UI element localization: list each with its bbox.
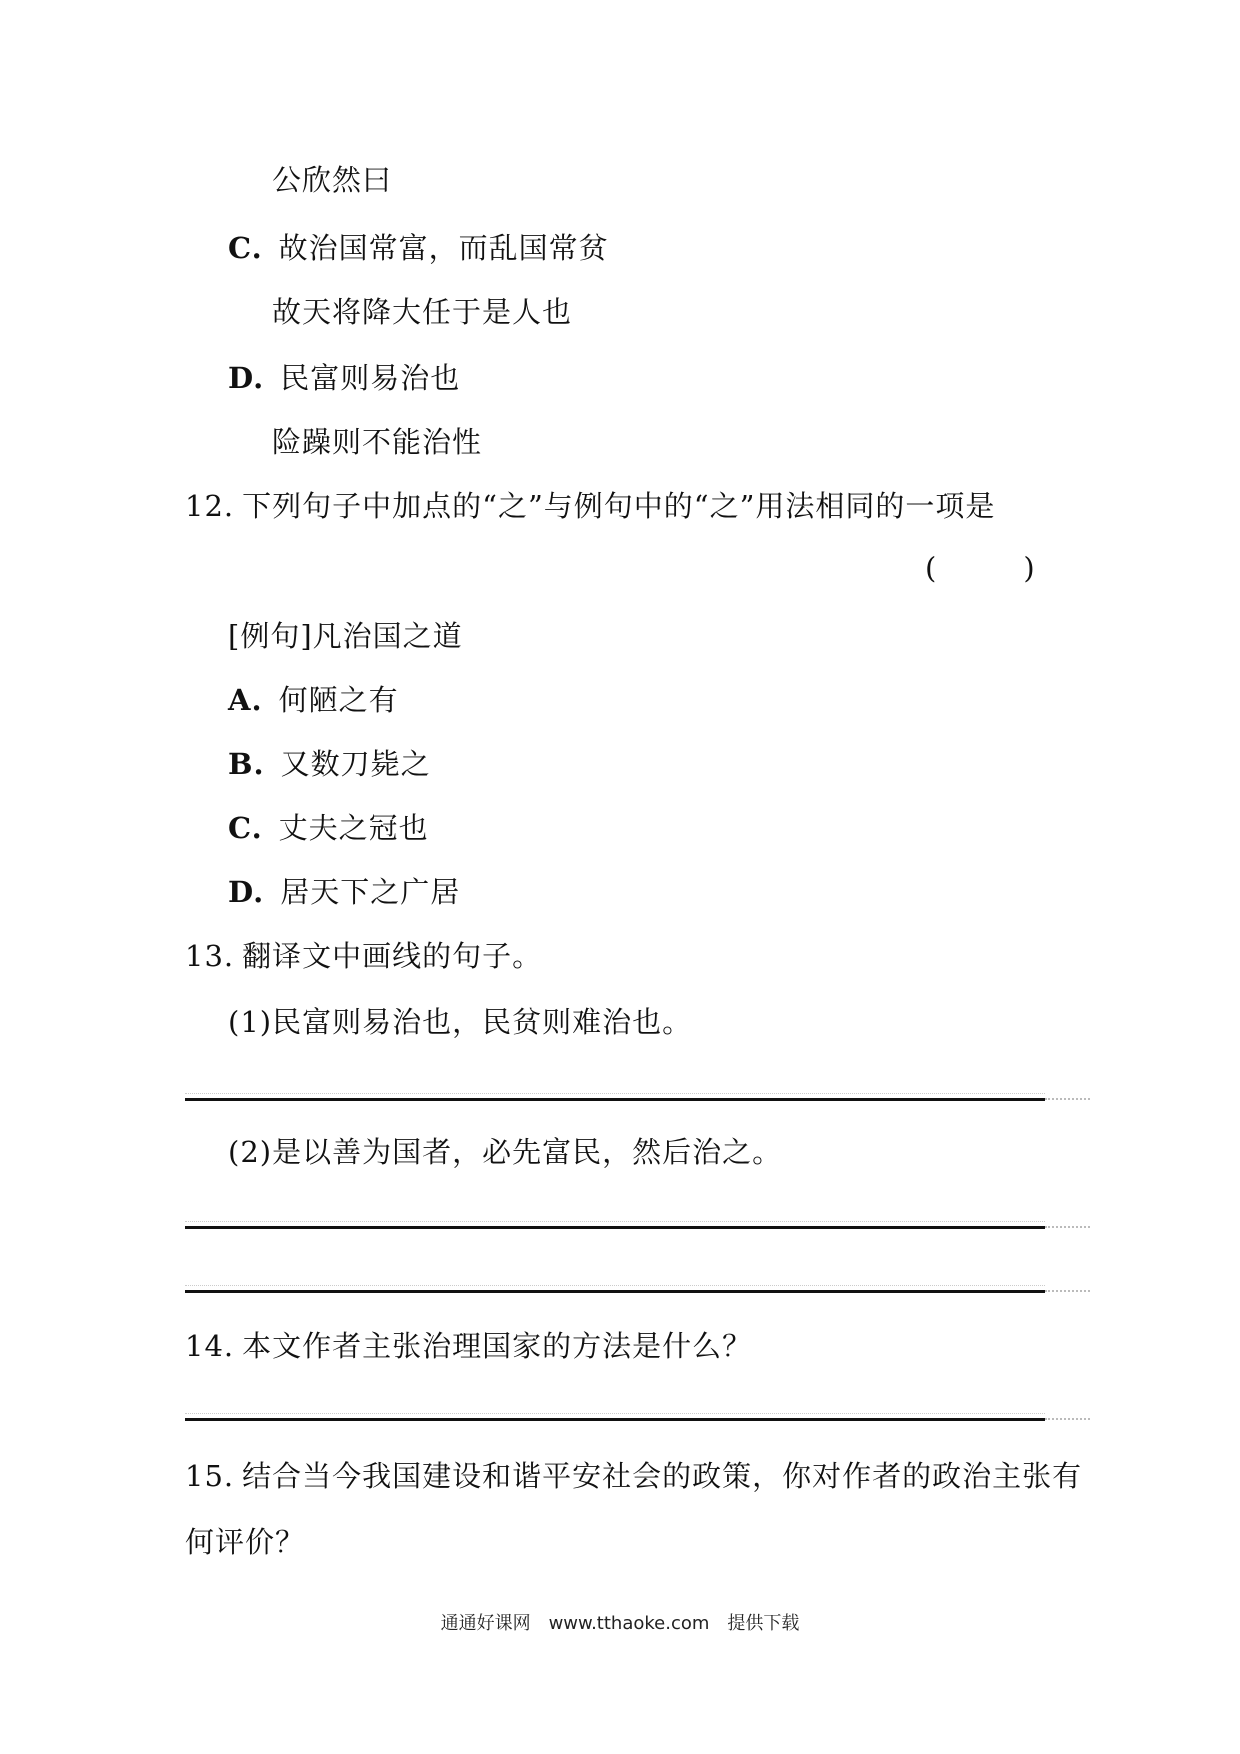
page-footer: 通通好课网 www.tthaoke.com 提供下载 bbox=[440, 1613, 800, 1634]
answer-bracket[interactable]: ( ) bbox=[925, 551, 1035, 585]
question-15-stem-line1: 结合当今我国建设和谐平安社会的政策，你对作者的政治主张有 bbox=[242, 1459, 1083, 1493]
question-15-number: 15. bbox=[185, 1459, 235, 1493]
q12-option-d-label: D. bbox=[228, 875, 265, 909]
question-13 bbox=[185, 936, 542, 976]
question-12-stem: 下列句子中加点的“之”与例句中的“之”用法相同的一项是 bbox=[242, 489, 996, 523]
q12-option-c-text: 丈夫之冠也 bbox=[278, 811, 429, 845]
option-b-line2: 公欣然曰 bbox=[272, 163, 393, 197]
question-12 bbox=[185, 486, 995, 526]
option-c-line1: 故治国常富，而乱国常贫 bbox=[278, 231, 609, 265]
option-d-line2: 险躁则不能治性 bbox=[272, 425, 483, 459]
q12-option-a-label: A. bbox=[228, 683, 263, 717]
q12-option-d bbox=[228, 872, 460, 912]
option-d bbox=[228, 358, 460, 398]
option-c-label: C. bbox=[228, 231, 263, 265]
option-c-line2: 故天将降大任于是人也 bbox=[272, 295, 573, 329]
q12-option-c-label: C. bbox=[228, 811, 263, 845]
example-sentence: [例句]凡治国之道 bbox=[228, 619, 463, 653]
answer-line-13-2b[interactable] bbox=[185, 1290, 1045, 1293]
question-13-stem: 翻译文中画线的句子。 bbox=[242, 939, 543, 973]
answer-line-14[interactable] bbox=[185, 1418, 1045, 1421]
question-15-stem-line2: 何评价？ bbox=[185, 1525, 306, 1559]
question-14 bbox=[185, 1326, 752, 1366]
question-13-sub1: (1)民富则易治也，民贫则难治也。 bbox=[228, 1005, 693, 1039]
question-15 bbox=[185, 1456, 1082, 1496]
option-d-line1: 民富则易治也 bbox=[280, 361, 461, 395]
q12-option-b-label: B. bbox=[228, 747, 265, 781]
question-13-sub2: (2)是以善为国者，必先富民，然后治之。 bbox=[228, 1135, 783, 1169]
question-14-number: 14. bbox=[185, 1329, 235, 1363]
q12-option-c bbox=[228, 808, 429, 848]
q12-option-b-text: 又数刀毙之 bbox=[280, 747, 431, 781]
option-d-label: D. bbox=[228, 361, 265, 395]
answer-line-13-2a[interactable] bbox=[185, 1226, 1045, 1229]
q12-option-a-text: 何陋之有 bbox=[278, 683, 399, 717]
question-12-number: 12. bbox=[185, 489, 235, 523]
q12-option-b bbox=[228, 744, 431, 784]
q12-option-d-text: 居天下之广居 bbox=[280, 875, 461, 909]
answer-line-13-1[interactable] bbox=[185, 1098, 1045, 1101]
question-14-stem: 本文作者主张治理国家的方法是什么？ bbox=[242, 1329, 753, 1363]
question-13-number: 13. bbox=[185, 939, 235, 973]
q12-option-a bbox=[228, 680, 399, 720]
option-c bbox=[228, 228, 609, 268]
